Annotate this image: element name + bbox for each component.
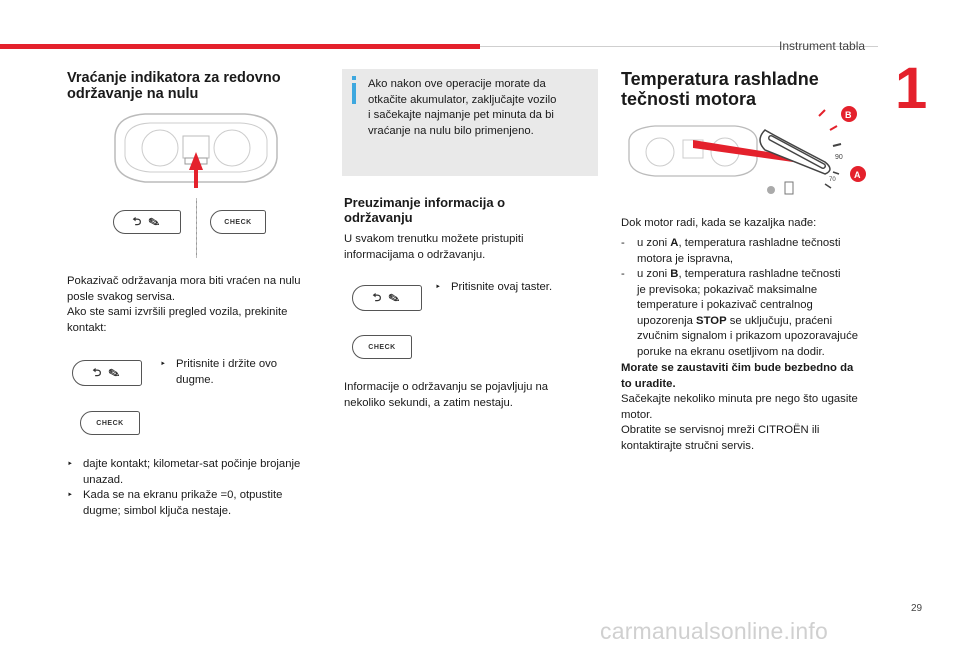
col1-bullet-3: ‣ Kada se na ekranu prikaže =0, otpustite dugme; simbol ključa nestaje. xyxy=(67,488,348,519)
note-text: Ako nakon ove operacije morate da otkačite akumulator, zaključajte vozilo i sačekajte najmanje pet minuta da bi vraćanje na nulu bilo primenjeno. xyxy=(368,78,557,137)
col2-paragraph: U svakom trenutku možete pristupiti informacijama o održavanju. xyxy=(344,233,524,261)
indicator-dot-icon xyxy=(767,186,775,194)
label-b: B xyxy=(845,110,852,120)
check-button[interactable]: CHECK xyxy=(210,210,266,234)
col3-item-b: - u zoni B, temperatura rashladne tečnosti je previsoka; pokazivač maksimalne temperature i pokazivač centralnog upozorenja STOP se uključuju, praćeni zvučnim signalom i prikazom upozoravajuće poruke na ekranu osetljivom na dodir. xyxy=(621,268,859,358)
col2-bullet-1: ‣ Pritisnite ovaj taster. xyxy=(435,280,601,296)
info-icon xyxy=(349,76,359,104)
temperature-gauge-illustration xyxy=(625,100,875,210)
col1-title: Vraćanje indikatora za redovno održavanje na nulu xyxy=(67,70,281,102)
col3-warning: Morate se zaustaviti čim bude bezbedno da to uradite. xyxy=(621,362,854,390)
col1-bullet-2: ‣ dajte kontakt; kilometar-sat počinje brojanje unazad. xyxy=(67,457,348,488)
col3-item-a: - u zoni A, temperatura rashladne tečnosti motora je ispravna, xyxy=(621,237,841,265)
col1-paragraph: Pokazivač održavanja mora biti vraćen na nulu posle svakog servisa. Ako ste sami izvršili pregled vozila, prekinite kontakt: xyxy=(67,275,301,334)
pointer-arrow-icon xyxy=(189,152,203,170)
label-a: A xyxy=(854,170,861,180)
col3-paragraph: Sačekajte nekoliko minuta pre nego što ugasite motor. Obratite se servisnoj mreži CITROËN ili kontaktirajte stručni servis. xyxy=(621,393,858,452)
mark-70: 70 xyxy=(829,177,836,183)
col2-title: Preuzimanje informacija o održavanju xyxy=(344,195,506,225)
header-accent-bar xyxy=(0,44,480,49)
col3-title: Temperatura rashladne tečnosti motora xyxy=(621,69,819,109)
col3-intro: Dok motor radi, kada se kazaljka nađe: xyxy=(621,217,817,229)
service-button[interactable]: ⮌ ✎ xyxy=(113,210,181,234)
service-button-2[interactable]: ⮌ ✎ xyxy=(72,360,142,386)
check-button-2[interactable]: CHECK xyxy=(80,411,140,435)
connector-line xyxy=(196,198,197,258)
page-number: 29 xyxy=(911,603,923,614)
check-button-3[interactable]: CHECK xyxy=(352,335,412,359)
watermark: carmanualsonline.info xyxy=(600,618,828,644)
chapter-number: 1 xyxy=(895,56,928,121)
col1-bullet-1: ‣ Pritisnite i držite ovo dugme. xyxy=(160,357,326,388)
mark-90: 90 xyxy=(835,154,843,161)
service-button-3[interactable]: ⮌ ✎ xyxy=(352,285,422,311)
section-title: Instrument tabla xyxy=(779,39,866,53)
instrument-cluster-illustration xyxy=(105,108,285,190)
coolant-icon xyxy=(785,182,793,194)
col2-paragraph-2: Informacije o održavanju se pojavljuju na nekoliko sekundi, a zatim nestaju. xyxy=(344,381,549,409)
